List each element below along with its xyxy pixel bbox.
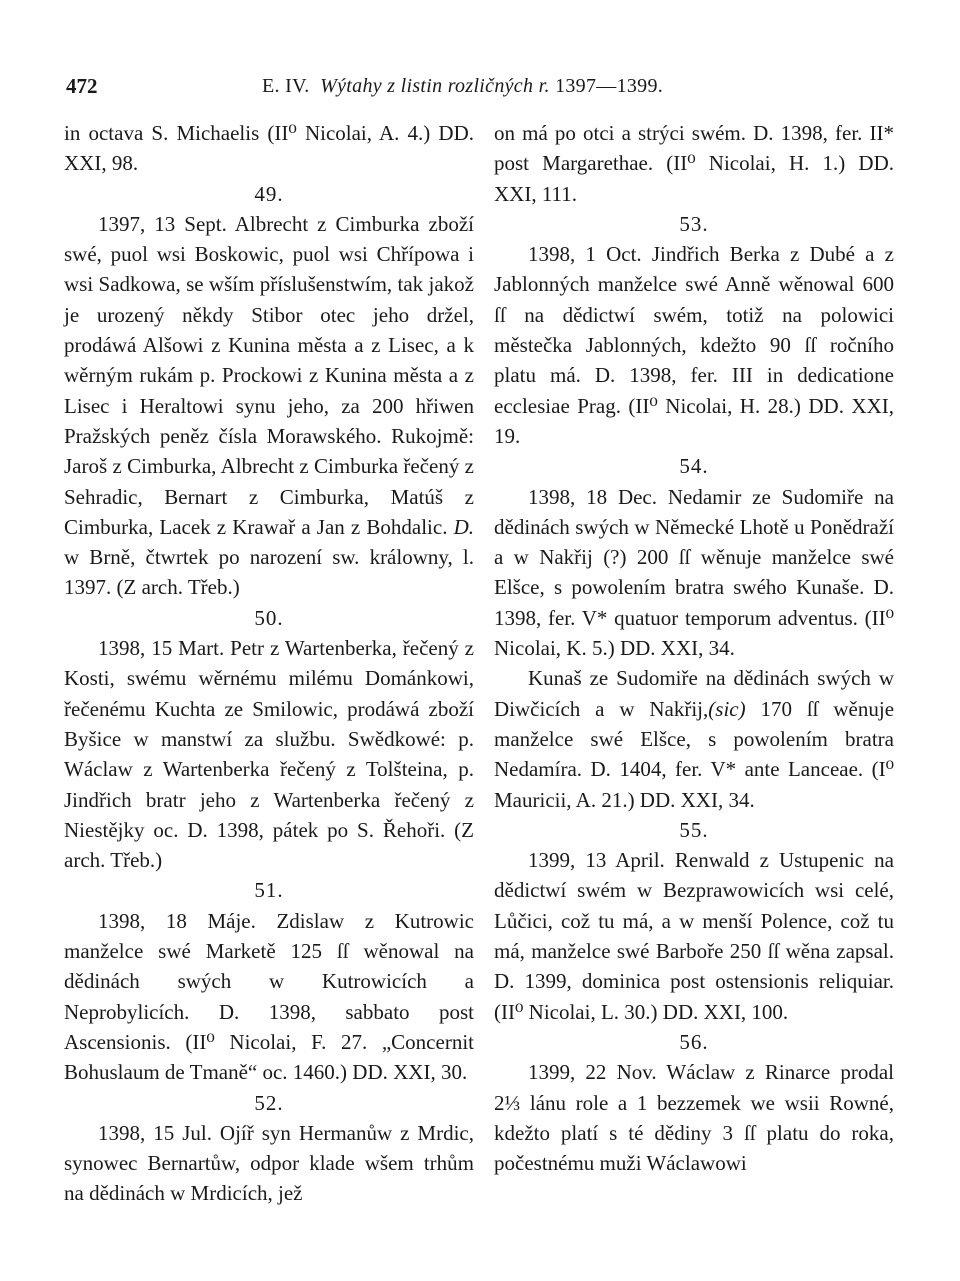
- running-title: [262, 75, 663, 98]
- entry-number-49: 49.: [254, 181, 284, 206]
- entry-number-52: 52.: [254, 1090, 284, 1115]
- entry-53: 1398, 1 Oct. Jindřich Berka z Dubé a z Jablonných manželce swé Anně wěnowal 600 ſſ na dědictwí swém, totiž na polowici městečka Jablonných, kdežto 90 ſſ ročního platu má. D. 1398, fer. III in dedicatione ecclesiae Prag. (II⁰ Nicolai, H. 28.) DD. XXI, 19.: [494, 242, 894, 448]
- running-title-italic: Wýtahy z listin rozličných r.: [320, 75, 550, 97]
- running-header: [66, 74, 902, 104]
- entry-number-56: 56.: [679, 1029, 709, 1054]
- entry-54b-head: Kunaš ze Sudomiře na dědinách swých w Diwčicích a w Nakřij,: [494, 666, 894, 721]
- entry-49: [64, 209, 474, 603]
- entry-52-continuation: on má po otci a strýci swém. D. 1398, fer. II* post Margarethae. (II⁰ Nicolai, H. 1.) DD. XXI, 111.: [494, 121, 894, 206]
- entry-56: 1399, 22 Nov. Wáclaw z Rinarce prodal 2⅓ lánu role a 1 bezzemek we wsii Rowné, kdežto platí s té dědiny 3 ſſ platu do roka, počestnému muži Wáclawowi: [494, 1060, 894, 1176]
- entry-55: 1399, 13 April. Renwald z Ustupenic na dědictwí swém w Bezprawowicích wsi celé, Lůčici, což tu má, a w menší Polence, což tu má, manželce swé Barboře 250 ſſ wěna zapsal. D. 1399, dominica post ostensionis reliquiar. (II⁰ Nicolai, L. 30.) DD. XXI, 100.: [494, 848, 894, 1024]
- sic-note: (sic): [708, 696, 746, 721]
- left-column: [64, 118, 474, 1209]
- entry-49-date-marker: D.: [453, 514, 475, 539]
- entry-54b-tail: 170 ſſ wěnuje manželce swé Elšce, s powolením bratra Nedamíra. D. 1404, fer. V* ante Lanceae. (I⁰ Mauricii, A. 21.) DD. XXI, 34.: [494, 696, 895, 812]
- entry-54a: 1398, 18 Dec. Nedamir ze Sudomiře na dědinách swých w Německé Lhotě u Ponědraží a w Nakřij (?) 200 ſſ wěnuje manželce swé Elšce, s powolením bratra swého Kunaše. D. 1398, fer. V* quatuor temporum adventus. (II⁰ Nicolai, K. 5.) DD. XXI, 34.: [494, 484, 894, 661]
- entry-50: 1398, 15 Mart. Petr z Wartenberka, řečený z Kosti, swému wěrnému milému Dománkowi, řečenému Kuchta ze Smilowic, prodáwá zboží Byšice w manstwí za službu. Swědkowé: p. Wáclaw z Wartenberka řečený z Tolšteina, p. Jindřich bratr jeho z Wartenberka řečený z Niestějky oc. D. 1398, pátek po S. Řehoři. (Z arch. Třeb.): [64, 636, 474, 873]
- entry-49-tail: w Brně, čtwrtek po narození sw. králowny, l. 1397. (Z arch. Třeb.): [64, 545, 474, 600]
- entry-number-53: 53.: [679, 211, 709, 236]
- running-title-years: 1397—1399.: [555, 75, 664, 97]
- entry-number-54: 54.: [679, 454, 709, 479]
- section-label: E. IV.: [262, 75, 310, 97]
- entry-continuation: in octava S. Michaelis (II⁰ Nicolai, A. 4.) DD. XXI, 98.: [64, 121, 474, 176]
- entry-52: 1398, 15 Jul. Ojíř syn Hermanůw z Mrdic, synowec Bernartůw, odpor klade wšem trhům na dědinách w Mrdicích, jež: [64, 1120, 474, 1206]
- entry-54b: [494, 663, 894, 814]
- entry-49-text: 1397, 13 Sept. Albrecht z Cimburka zboží swé, puol wsi Boskowic, puol wsi Chřípowa i wsi Sadkowa, se wším příslušenstwím, tak jakož je urozený někdy Stibor otec jeho držel, prodáwá Alšowi z Kunina města a z Lisec, a k wěrným rukám p. Prockowi z Kunina města a z Lisec i Heraltowi synu jeho, za 200 hřiwen Pražských peněz čísla Morawského. Rukojmě: Jaroš z Cimburka, Albrecht z Cimburka řečený z Sehradic, Bernart z Cimburka, Matúš z Cimburka, Lacek z Krawař a Jan z Bohdalic.: [64, 211, 474, 539]
- entry-number-50: 50.: [254, 605, 284, 630]
- entry-51: 1398, 18 Máje. Zdislaw z Kutrowic manželce swé Marketě 125 ſſ wěnowal na dědinách swých w Kutrowicích a Neprobylicích. D. 1398, sabbato post Ascensionis. (II⁰ Nicolai, F. 27. „Concernit Bohuslaum de Tmaně“ oc. 1460.) DD. XXI, 30.: [64, 908, 474, 1085]
- entry-number-55: 55.: [679, 817, 709, 842]
- entry-number-51: 51.: [254, 878, 284, 903]
- right-column: [494, 118, 894, 1178]
- page-number: 472: [66, 74, 98, 98]
